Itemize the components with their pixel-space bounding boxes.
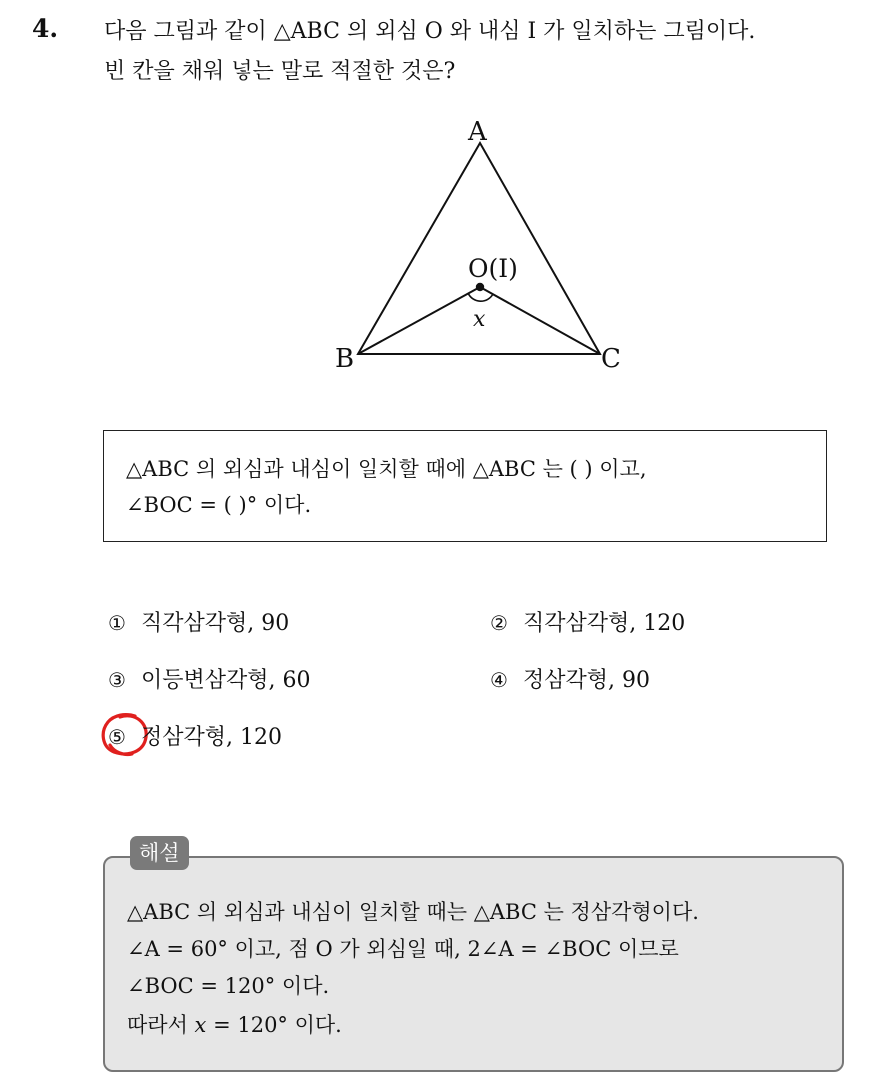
choice-text: 정삼각형, 120 [141, 725, 282, 750]
question-text-line-1: 다음 그림과 같이 △ABC 의 외심 O 와 내심 I 가 일치하는 그림이다. [104, 19, 756, 44]
solution-box [103, 856, 844, 1072]
solution-line-2: ∠A = 60° 이고, 점 O 가 외심일 때, 2∠A = ∠BOC 이므로 [127, 937, 679, 961]
vertex-label-c: C [601, 344, 621, 374]
solution-line-4 [127, 1009, 342, 1039]
choice-text: 직각삼각형, 120 [523, 611, 686, 636]
center-point [476, 283, 484, 291]
choice-3[interactable] [108, 663, 311, 694]
solution-variable-x: x [194, 1013, 207, 1037]
choice-number: ① [108, 611, 126, 635]
choice-4[interactable] [490, 663, 650, 694]
angle-x-arc [468, 293, 493, 301]
vertex-label-a: A [468, 117, 487, 147]
angle-label-x: x [473, 307, 486, 332]
center-label: O(I) [468, 254, 518, 283]
choice-2[interactable] [490, 606, 685, 637]
choice-number: ④ [490, 668, 508, 692]
question-number: 4. [32, 14, 59, 43]
fill-in-blank-box [103, 430, 827, 542]
choice-text: 이등변삼각형, 60 [141, 668, 311, 693]
choice-1[interactable] [108, 606, 289, 637]
solution-line-1: △ABC 의 외심과 내심이 일치할 때는 △ABC 는 정삼각형이다. [127, 900, 699, 924]
question-text-line-2: 빈 칸을 채워 넣는 말로 적절한 것은? [104, 59, 456, 84]
blank-line-2: ∠BOC = ( )° 이다. [126, 493, 312, 517]
choice-number: ③ [108, 668, 126, 692]
choice-5[interactable] [108, 720, 282, 751]
choice-number: ② [490, 611, 508, 635]
choice-number: ⑤ [108, 725, 126, 749]
segment-ob [358, 287, 480, 354]
solution-tag: 해설 [130, 836, 189, 870]
triangle-outline [358, 143, 600, 354]
blank-line-1: △ABC 의 외심과 내심이 일치할 때에 △ABC 는 ( ) 이고, [126, 457, 647, 481]
choice-text: 직각삼각형, 90 [141, 611, 290, 636]
segment-oc [480, 287, 600, 354]
solution-line-3: ∠BOC = 120° 이다. [127, 974, 330, 998]
choice-text: 정삼각형, 90 [523, 668, 650, 693]
solution-line-4-suffix: = 120° 이다. [213, 1013, 342, 1037]
triangle-abc [358, 143, 600, 354]
solution-line-4-prefix: 따라서 [127, 1013, 188, 1037]
vertex-label-b: B [335, 344, 355, 374]
